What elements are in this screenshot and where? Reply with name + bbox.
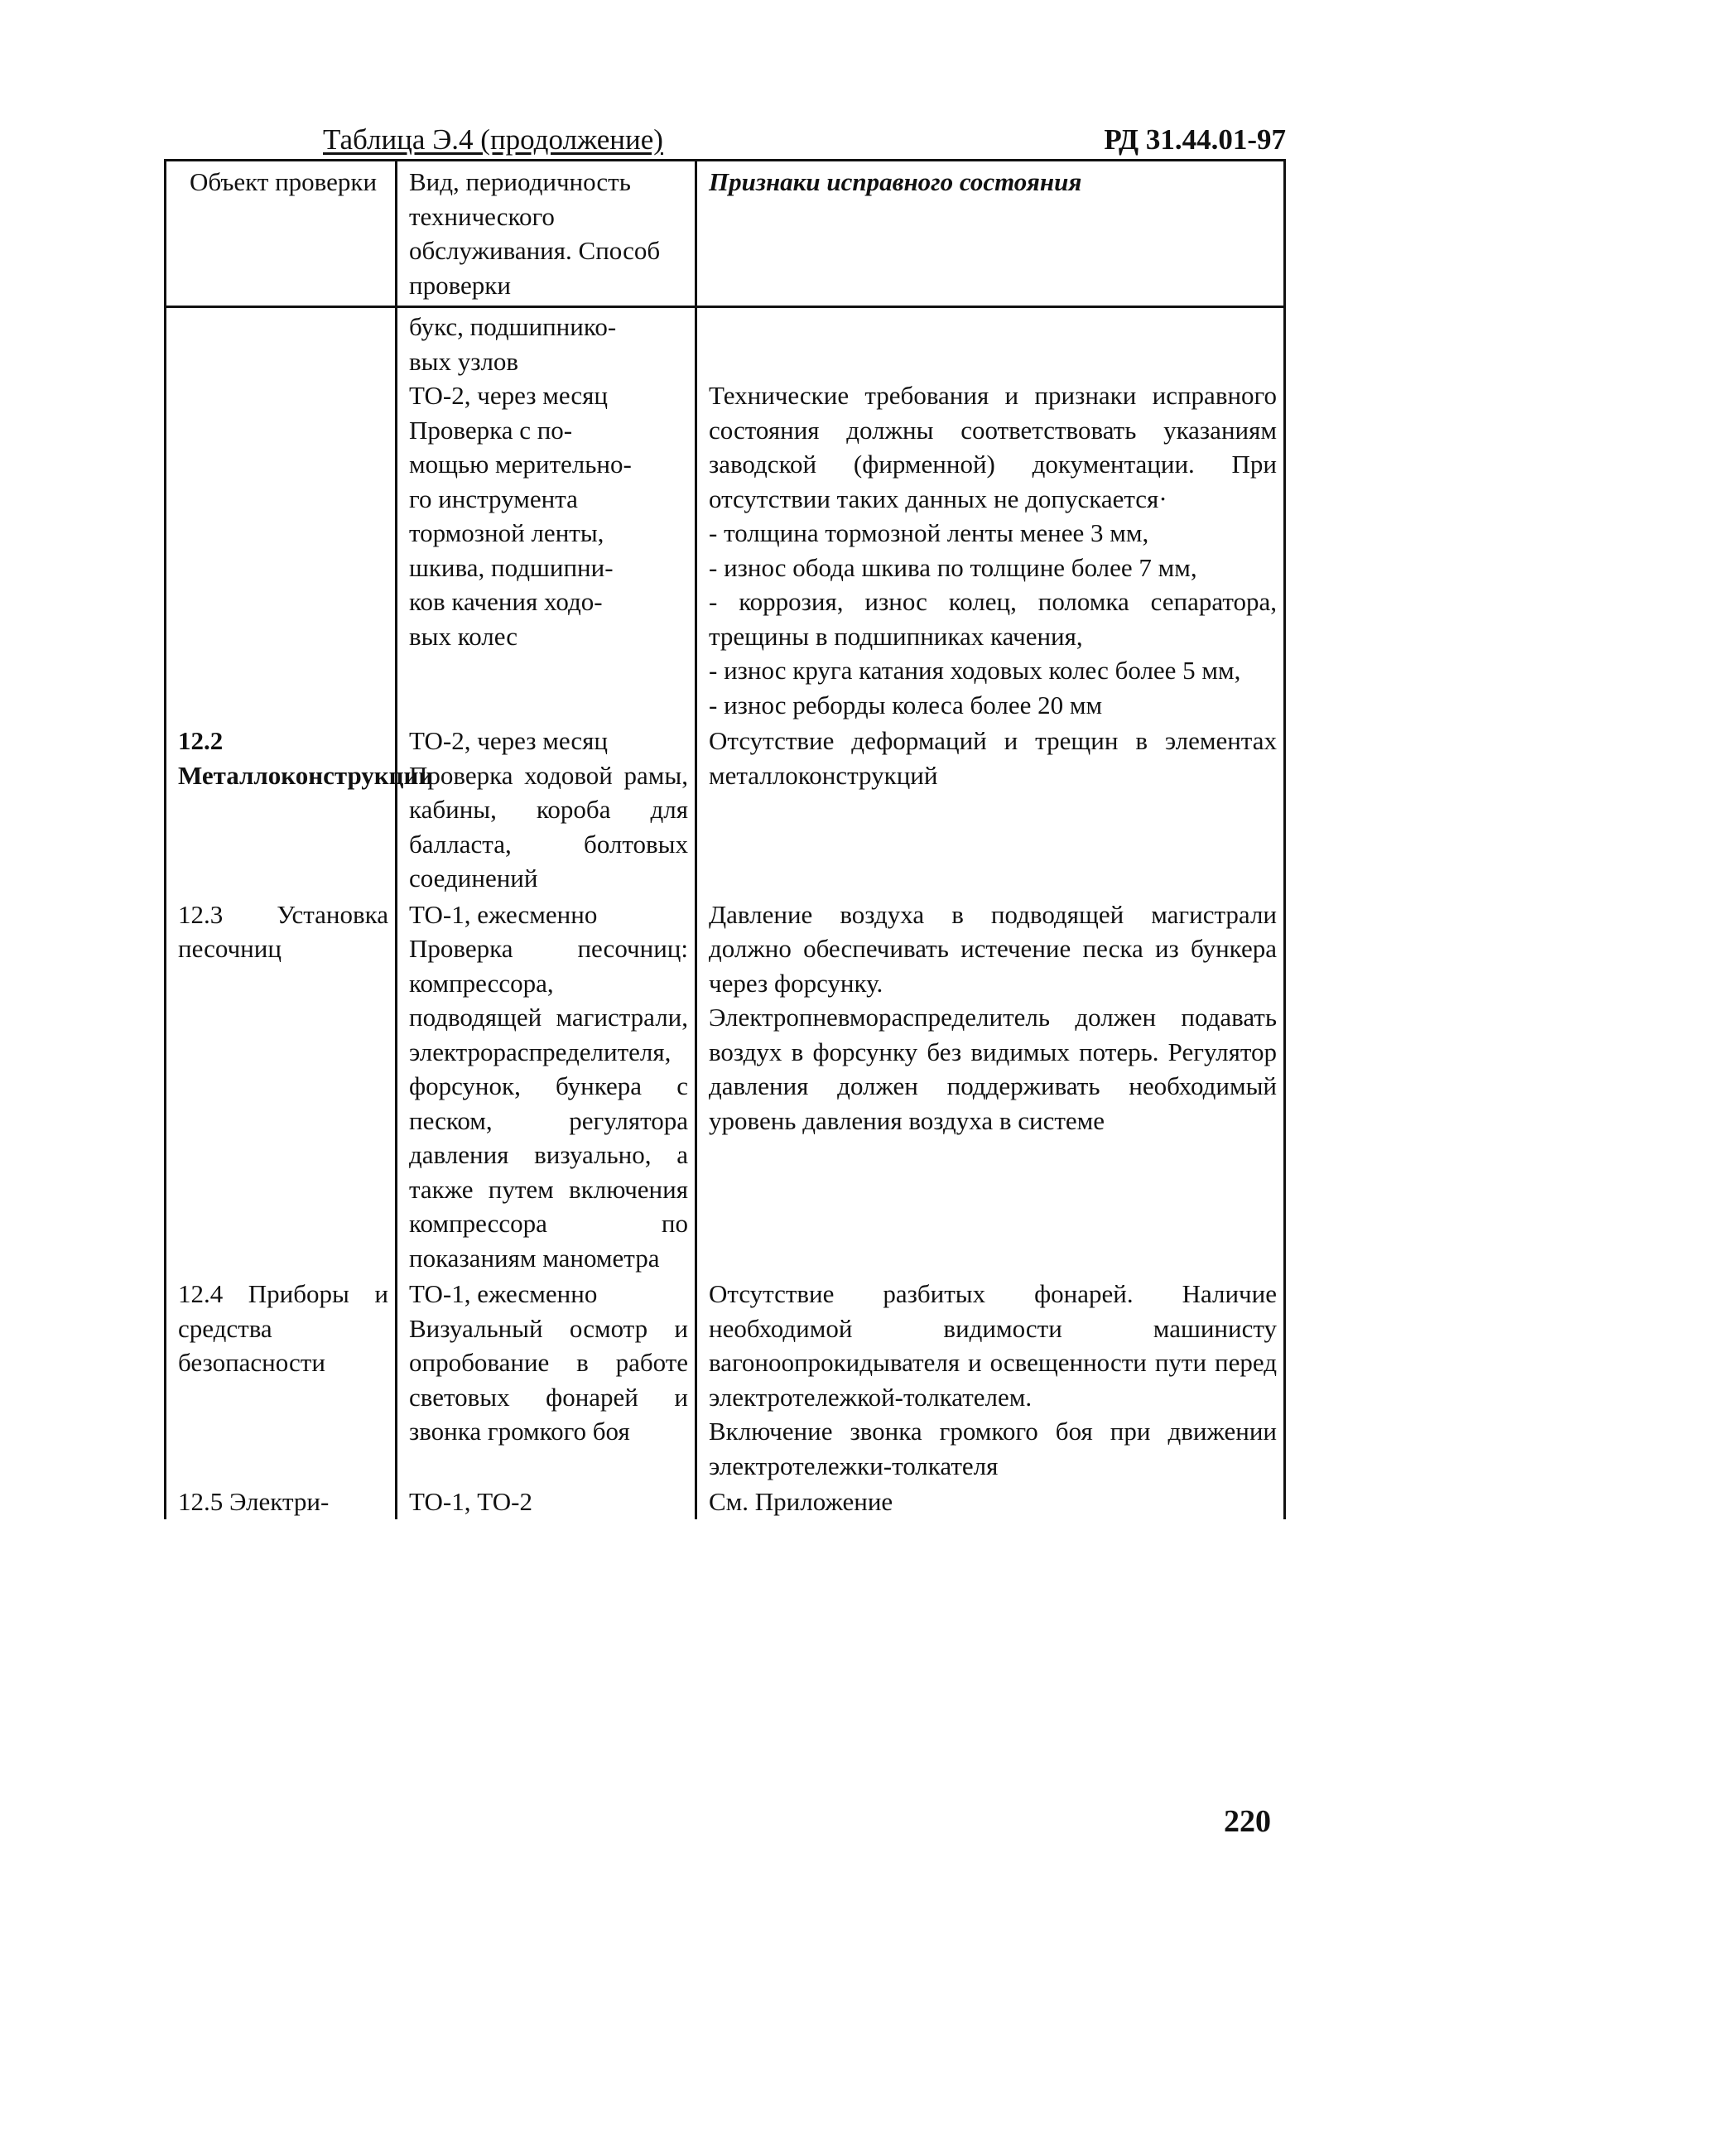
- object-cell: 12.5 Электри-: [178, 1487, 330, 1516]
- maintenance-cell: [395, 308, 695, 722]
- maintenance-line: шкива, подшипни-: [409, 552, 614, 582]
- criteria-item: - износ реборды колеса более 20 мм: [709, 690, 1103, 719]
- maintenance-period: ТО-1, ежесменно: [409, 1279, 598, 1308]
- object-cell: 12.2 Металлоконструкции: [178, 726, 434, 790]
- maintenance-line: букс, подшипнико-: [409, 312, 617, 341]
- maintenance-line: вых узлов: [409, 346, 519, 376]
- criteria-spacer: [709, 310, 1277, 344]
- column-header-maintenance: Вид, периодичность технического обслуживания. Способ проверки: [395, 161, 695, 308]
- maintenance-cell: [395, 1275, 695, 1483]
- object-cell: [166, 308, 395, 722]
- maintenance-cell: [395, 1483, 695, 1519]
- maintenance-period: ТО-1, ТО-2: [409, 1487, 532, 1516]
- table-row: [166, 896, 1283, 1276]
- maintenance-cell: [395, 722, 695, 896]
- maintenance-table: [164, 159, 1286, 1519]
- object-cell: 12.4 Приборы и средства безопасности: [178, 1279, 388, 1377]
- criteria-paragraph: Отсутствие деформаций и трещин в элементах металлоконструкций: [709, 726, 1277, 790]
- criteria-paragraph: Технические требования и признаки исправного состояния должны соответствовать указаниям заводской (фирменной) документации. При отсутствии таких данных не допускается·: [709, 381, 1277, 513]
- criteria-cell: [695, 1275, 1283, 1483]
- maintenance-period: ТО-2, через месяц: [409, 726, 608, 755]
- page-header: [164, 123, 1286, 157]
- criteria-paragraph: См. Приложение: [709, 1487, 893, 1516]
- criteria-cell: [695, 896, 1283, 1276]
- maintenance-line: вых колес: [409, 621, 518, 651]
- column-header-criteria: Признаки исправного состояния: [695, 161, 1283, 308]
- criteria-cell: [695, 308, 1283, 722]
- maintenance-line: ТО-2, через месяц: [409, 381, 608, 410]
- criteria-paragraph: Электропневмораспределитель должен подавать воздух в форсунку без видимых потерь. Регулятор давления должен поддерживать необходимый уровень давления воздуха в системе: [709, 1003, 1277, 1135]
- object-cell: 12.3 Установка песочниц: [178, 899, 388, 963]
- criteria-paragraph: Отсутствие разбитых фонарей. Наличие необходимой видимости машинисту вагоноопрокидывателя и освещенности пути перед электротележкой-толкателем.: [709, 1279, 1277, 1412]
- criteria-paragraph: Давление воздуха в подводящей магистрали должно обеспечивать истечение песка из бункера через форсунку.: [709, 899, 1277, 998]
- maintenance-line: го инструмента: [409, 484, 578, 513]
- page-number: 220: [1224, 1804, 1271, 1839]
- maintenance-cell: [395, 896, 695, 1276]
- maintenance-method: Проверка песочниц: компрессора, подводящей магистрали, электрораспределителя, форсунок, бункера с песком, регулятора давления визуально, а также путем включения компрессора по показаниям манометра: [409, 934, 688, 1273]
- criteria-item: - износ круга катания ходовых колес более 5 мм,: [709, 656, 1241, 685]
- table-row: [166, 1483, 1283, 1519]
- maintenance-method: Проверка ходовой рамы, кабины, короба для балласта, болтовых соединений: [409, 760, 688, 893]
- criteria-item: - износ обода шкива по толщине более 7 мм,: [709, 552, 1197, 582]
- criteria-item: - толщина тормозной ленты менее 3 мм,: [709, 518, 1149, 547]
- maintenance-line: Проверка с по-: [409, 415, 573, 445]
- table-header-row: [166, 161, 1283, 308]
- table-row: [166, 722, 1283, 896]
- maintenance-method: Визуальный осмотр и опробование в работе световых фонарей и звонка громкого боя: [409, 1313, 688, 1446]
- maintenance-line: мощью мерительно-: [409, 450, 632, 479]
- maintenance-period: ТО-1, ежесменно: [409, 899, 598, 929]
- maintenance-line: ков качения ходо-: [409, 587, 603, 616]
- criteria-cell: [695, 722, 1283, 896]
- table-row: [166, 308, 1283, 722]
- criteria-spacer: [709, 344, 1277, 379]
- table-row: [166, 1275, 1283, 1483]
- criteria-item: - коррозия, износ колец, поломка сепаратора, трещины в подшипниках качения,: [709, 587, 1277, 651]
- maintenance-line: тормозной ленты,: [409, 518, 604, 547]
- criteria-paragraph: Включение звонка громкого боя при движении электротележки-толкателя: [709, 1417, 1277, 1480]
- document-code: РД 31.44.01-97: [1104, 123, 1286, 156]
- criteria-cell: [695, 1483, 1283, 1519]
- column-header-object: Объект проверки: [166, 161, 395, 308]
- table-caption: Таблица Э.4 (продолжение): [323, 123, 663, 156]
